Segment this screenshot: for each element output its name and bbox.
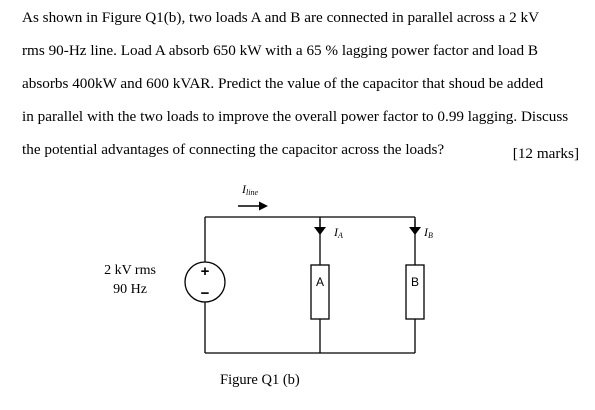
current-a-label: IA [334,225,343,240]
source-voltage-label: 2 kV rms [104,263,156,278]
source-minus-sign: − [200,285,210,302]
current-b-label: IB [424,225,433,240]
circuit-wires [205,217,415,353]
current-a-arrow [314,219,326,235]
source-plus-sign: + [200,263,210,280]
current-b-arrow [409,219,421,235]
figure-caption: Figure Q1 (b) [220,372,300,388]
load-b-box [406,265,424,319]
current-line-arrow [238,202,268,211]
load-b-label: B [410,275,420,289]
source-frequency-label: 90 Hz [113,282,147,297]
load-a-label: A [315,275,325,289]
current-line-label: Iline [242,182,258,197]
load-a-box [311,265,329,319]
marks-label: [12 marks] [512,145,579,162]
